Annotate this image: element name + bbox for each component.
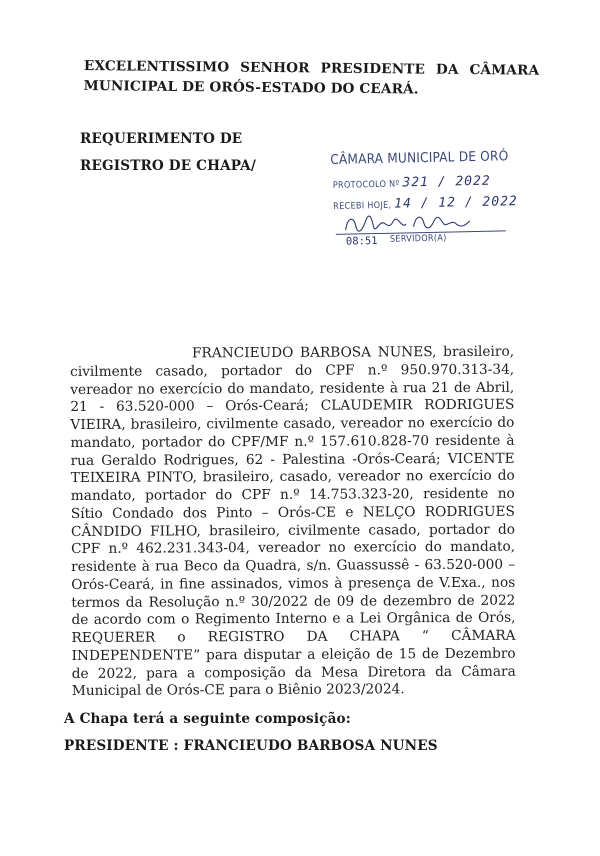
- stamp-received-label: RECEBI HOJE,: [333, 200, 392, 212]
- stamp-received-date: 14 / 12 / 2022: [394, 194, 518, 212]
- stamp-server-label: SERVIDOR(A): [389, 233, 447, 245]
- addressee-block: [84, 56, 544, 101]
- stamp-title: CÂMARA MUNICIPAL DE ORÓ: [330, 148, 509, 168]
- protocol-stamp: [330, 144, 532, 252]
- request-title-line-1: REQUERIMENTO DE: [80, 131, 243, 147]
- stamp-protocol-row: [333, 174, 491, 192]
- stamp-time: 08:51: [345, 235, 378, 248]
- stamp-protocol-label: PROTOCOLO Nº: [332, 179, 400, 191]
- addressee-line-2: MUNICIPAL DE ORÓS-ESTADO DO CEARÁ.: [83, 77, 419, 98]
- addressee-line-1: EXCELENTISSIMO SENHOR PRESIDENTE DA CÂMARA: [83, 57, 540, 79]
- stamp-protocol-number: 321 / 2022: [402, 173, 491, 191]
- composition-intro: A Chapa terá a seguinte composição:: [64, 711, 351, 727]
- request-title-line-2: REGISTRO DE CHAPA/: [80, 158, 256, 174]
- request-paragraph: FRANCIEUDO BARBOSA NUNES, brasileiro, civilmente casado, portador do CPF n.º 950.970.313-34, vereador no exercício do mandato, residente à rua 21 de Abril, 21 - 63.520-000 – Orós-Ceará; CLAUDEMIR RODRIGUES VIEIRA, brasileiro, civilmente casado, vereador no exercício do mandato, portador do CPF/MF n.º 157.610.828-70 residente à rua Geraldo Rodrigues, 62 - Palestina -Orós-Ceará; VICENTE TEIXEIRA PINTO, brasileiro, casado, vereador no exercício do mandato, portador do CPF n.º 14.753.323-20, residente no Sítio Condado dos Pinto – Orós-CE e NELÇO RODRIGUES CÂNDIDO FILHO, brasileiro, civilmente casado, portador do CPF n.º 462.231.343-04, vereador no exercício do mandato, residente à rua Beco da Quadra, s/n. Guassussê - 63.520-000 – Orós-Ceará, in fine assinados, vimos à presença de V.Exa., nos termos da Resolução n.º 30/2022 de 09 de dezembro de 2022 de acordo com o Regimento Interno e a Lei Orgânica de Orós, REQUERER o REGISTRO DA CHAPA “ CÂMARA INDEPENDENTE” para disputar a eleição de 15 de Dezembro de 2022, para a composição da Mesa Diretora da Câmara Municipal de Orós-CE para o Biênio 2023/2024.: [70, 343, 516, 700]
- composition-president: PRESIDENTE : FRANCIEUDO BARBOSA NUNES: [64, 738, 438, 754]
